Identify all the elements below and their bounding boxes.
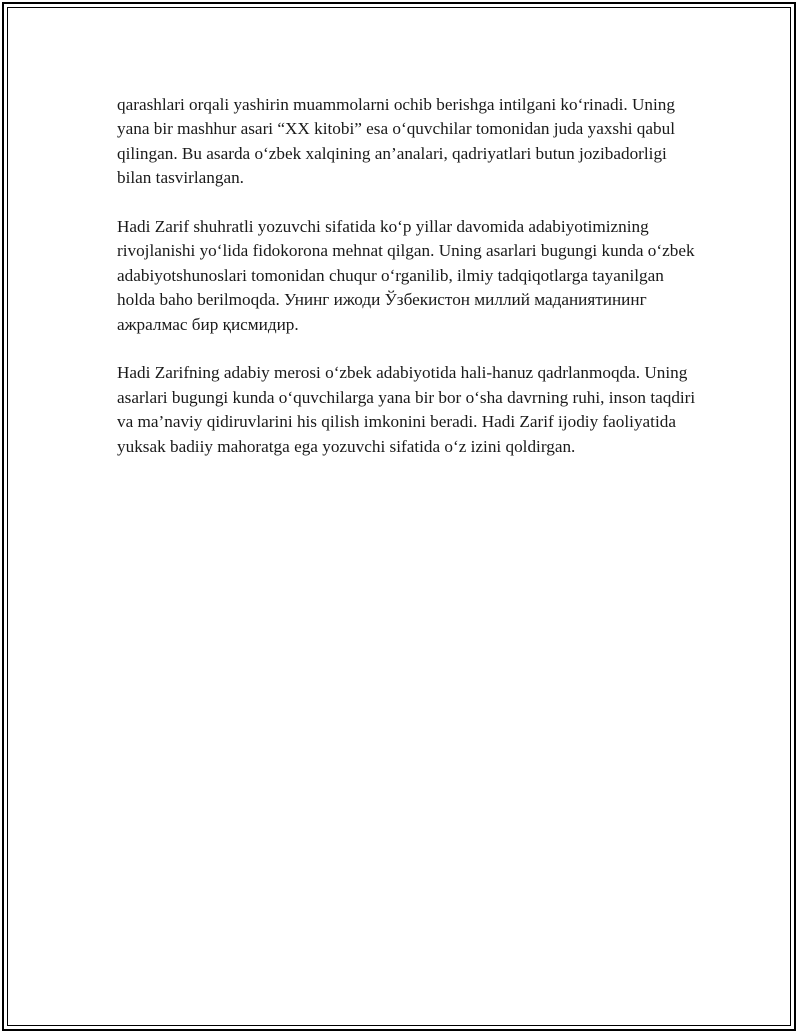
paragraph-1: qarashlari orqali yashirin muammolarni ochib berishga intilgani ko‘rinadi. Uning yana bir mashhur asari “XX kitobi” esa o‘quvchilar tomonidan juda yaxshi qabul qilingan. Bu asarda o‘zbek xalqining an’analari, qadriyatlari butun jozibadorligi bilan tasvirlangan. — [117, 95, 675, 188]
paragraph-2: Hadi Zarif shuhratli yozuvchi sifatida ko‘p yillar davomida adabiyotimizning rivojlanishi yo‘lida fidokorona mehnat qilgan. Uning asarlari bugungi kunda o‘zbek adabiyotshunoslari tomonidan chuqur o‘rganilib, ilmiy tadqiqotlarga tayanilgan holda baho berilmoqda. Унинг ижоди Ўзбекистон миллий маданиятининг ажралмас бир қисмидир. — [117, 217, 695, 334]
document-body — [117, 93, 697, 483]
paragraph-3: Hadi Zarifning adabiy merosi o‘zbek adabiyotida hali-hanuz qadrlanmoqda. Uning asarlari bugungi kunda o‘quvchilarga yana bir bor o‘sha davrning ruhi, inson taqdiri va ma’naviy qidiruvlarini his qilish imkonini beradi. Hadi Zarif ijodiy faoliyatida yuksak badiiy mahoratga ega yozuvchi sifatida o‘z izini qoldirgan. — [117, 363, 696, 456]
